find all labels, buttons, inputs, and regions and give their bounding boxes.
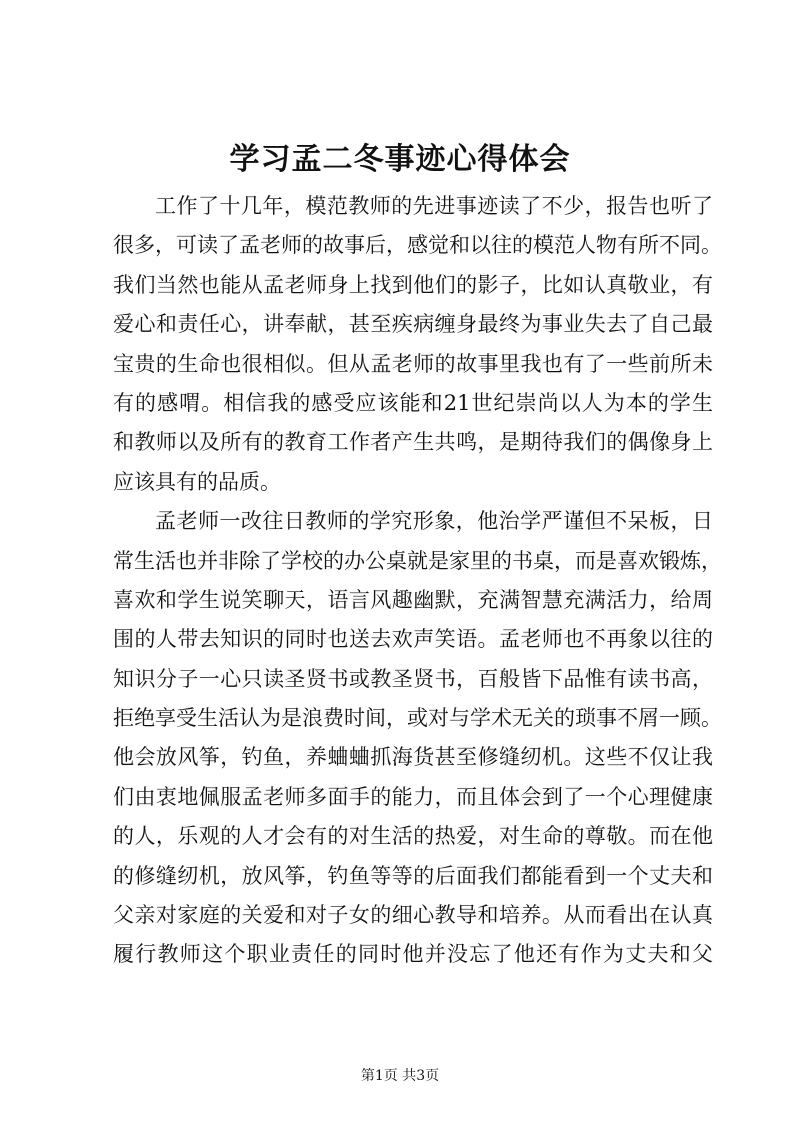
text-line: 们由衷地佩服孟老师多面手的能力，而且体会到了一个心理健康	[113, 784, 713, 809]
paragraph-2	[113, 502, 722, 975]
text-line: 拒绝享受生活认为是浪费时间，或对与学术无关的琐事不屑一顾。	[113, 706, 722, 731]
document-title: 学习孟二冬事迹心得体会	[229, 142, 571, 177]
text-line: 和教师以及所有的教育工作者产生共鸣，是期待我们的偶像身上	[113, 430, 713, 455]
text-line: 喜欢和学生说笑聊天，语言风趣幽默，充满智慧充满活力，给周	[113, 587, 713, 612]
text-line: 知识分子一心只读圣贤书或教圣贤书，百般皆下品惟有读书高，	[113, 666, 713, 691]
text-line: 有的感喟。相信我的感受应该能和21世纪崇尚以人为本的学生	[113, 390, 713, 415]
text-line: 常生活也并非除了学校的办公桌就是家里的书桌，而是喜欢锻炼，	[113, 548, 722, 573]
text-line: 他会放风筝，钓鱼，养蛐蛐抓海货甚至修缝纫机。这些不仅让我	[113, 745, 713, 770]
text-line: 很多，可读了孟老师的故事后，感觉和以往的模范人物有所不同。	[113, 233, 722, 258]
text-line: 的修缝纫机，放风筝，钓鱼等等的后面我们都能看到一个丈夫和	[113, 863, 713, 888]
page-number-footer: 第1页 共3页	[360, 1068, 440, 1084]
text-line: 的人，乐观的人才会有的对生活的热爱，对生命的尊敬。而在他	[113, 824, 713, 849]
text-line: 应该具有的品质。	[113, 469, 281, 494]
text-line: 工作了十几年，模范教师的先进事迹读了不少，报告也听了	[155, 194, 713, 218]
text-line: 宝贵的生命也很相似。但从孟老师的故事里我也有了一些前所未	[113, 351, 713, 376]
text-line: 孟老师一改往日教师的学究形象，他治学严谨但不呆板，日	[155, 509, 713, 534]
paragraph-1	[113, 187, 722, 502]
text-line: 围的人带去知识的同时也送去欢声笑语。孟老师也不再象以往的	[113, 627, 713, 652]
document-body	[113, 187, 722, 975]
text-line: 履行教师这个职业责任的同时他并没忘了他还有作为丈夫和父	[113, 942, 713, 967]
text-line: 父亲对家庭的关爱和对子女的细心教导和培养。从而看出在认真	[113, 903, 713, 928]
text-line: 爱心和责任心，讲奉献，甚至疾病缠身最终为事业失去了自己最	[113, 312, 713, 337]
text-line: 我们当然也能从孟老师身上找到他们的影子，比如认真敬业，有	[113, 272, 713, 297]
